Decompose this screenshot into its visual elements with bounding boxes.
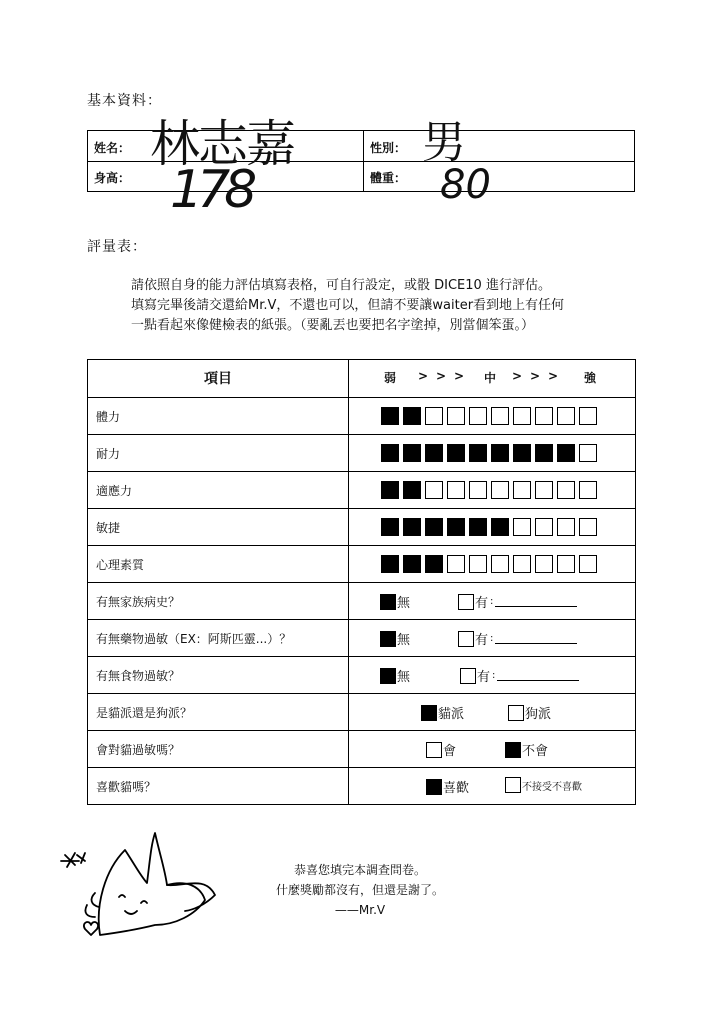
table-row (88, 508, 635, 546)
rating-box[interactable] (381, 518, 399, 536)
colon: : (490, 596, 494, 607)
rating-box[interactable] (535, 407, 553, 425)
rating-box[interactable] (381, 444, 399, 462)
rating-boxes[interactable] (381, 481, 601, 499)
rating-box[interactable] (535, 555, 553, 573)
option-no[interactable] (380, 666, 410, 685)
scale-mid: 中 (484, 371, 497, 385)
rating-box[interactable] (403, 481, 421, 499)
name-value[interactable]: 林志嘉 (150, 115, 294, 173)
scale-arrow: > (512, 369, 523, 383)
scale-arrow: > (530, 369, 541, 383)
instruction-line: 填寫完畢後請交還給Mr.V，不還也可以，但請不要讓waiter看到地上有任何 (131, 298, 565, 313)
table-row (88, 656, 635, 694)
colon: : (490, 633, 494, 644)
rating-heading: 評量表： (87, 239, 147, 255)
scale-arrow: > (436, 369, 447, 383)
rating-box[interactable] (513, 555, 531, 573)
option-label: 不會 (522, 744, 549, 759)
gender-value[interactable]: 男 (422, 117, 466, 168)
question-label: 有無家族病史？ (96, 595, 181, 609)
rating-box[interactable] (447, 518, 465, 536)
option-label: 貓派 (438, 707, 465, 722)
table-row (88, 434, 635, 472)
height-label: 身高： (94, 171, 131, 185)
option-yes[interactable] (460, 666, 579, 685)
option-no[interactable] (505, 740, 548, 759)
rating-box[interactable] (579, 555, 597, 573)
rating-box[interactable] (579, 518, 597, 536)
rating-box[interactable] (491, 518, 509, 536)
rating-box[interactable] (403, 444, 421, 462)
signature: ——Mr.V (334, 903, 386, 917)
checkbox[interactable] (426, 742, 442, 758)
rating-box[interactable] (557, 555, 575, 573)
rating-box[interactable] (469, 555, 487, 573)
instruction-line: 一點看起來像健檢表的紙張。（要亂丟也要把名字塗掉，別當個笨蛋。） (131, 318, 535, 333)
rating-box[interactable] (469, 407, 487, 425)
scale-strong: 強 (584, 371, 597, 385)
rating-box[interactable] (447, 444, 465, 462)
rating-box[interactable] (447, 555, 465, 573)
rating-box[interactable] (447, 407, 465, 425)
option-no[interactable] (380, 592, 410, 611)
item-label: 適應力 (96, 484, 133, 498)
fill-blank[interactable] (495, 633, 577, 644)
rating-box[interactable] (425, 407, 443, 425)
table-row (88, 582, 635, 620)
option-yes[interactable] (458, 592, 577, 611)
option-label: 狗派 (525, 707, 552, 722)
item-label: 耐力 (96, 447, 121, 461)
rating-box[interactable] (513, 407, 531, 425)
checkbox[interactable] (380, 668, 396, 684)
item-label: 心理素質 (96, 558, 145, 572)
rating-box[interactable] (579, 444, 597, 462)
option-label: 無 (397, 633, 411, 648)
rating-box[interactable] (557, 407, 575, 425)
table-header-row (88, 360, 635, 397)
instruction-line: 請依照自身的能力評估填寫表格，可自行設定，或骰 DICE10 進行評估。 (131, 278, 551, 293)
rating-box[interactable] (513, 518, 531, 536)
option-yes[interactable] (426, 740, 456, 759)
rating-box[interactable] (469, 444, 487, 462)
gender-label: 性別： (370, 141, 407, 155)
rating-box[interactable] (513, 444, 531, 462)
rating-box[interactable] (381, 407, 399, 425)
rating-box[interactable] (535, 444, 553, 462)
rating-box[interactable] (425, 444, 443, 462)
question-label: 是貓派還是狗派？ (96, 706, 193, 720)
checkbox[interactable] (380, 594, 396, 610)
rating-box[interactable] (425, 518, 443, 536)
option-label: 不接受不喜歡 (522, 781, 582, 793)
rating-box[interactable] (403, 555, 421, 573)
option-dog[interactable] (508, 703, 551, 722)
closing-message (250, 860, 470, 920)
option-label: 無 (397, 596, 411, 611)
name-label: 姓名： (94, 141, 131, 155)
checkbox[interactable] (458, 631, 474, 647)
scale-arrow: > (548, 369, 559, 383)
rating-box[interactable] (447, 481, 465, 499)
option-no[interactable] (380, 629, 410, 648)
checkbox[interactable] (458, 594, 474, 610)
rating-box[interactable] (491, 407, 509, 425)
item-label: 敏捷 (96, 521, 121, 535)
rating-box[interactable] (557, 481, 575, 499)
checkbox[interactable] (421, 705, 437, 721)
table-row (88, 693, 635, 731)
question-label: 有無藥物過敏（EX：阿斯匹靈...）？ (96, 632, 292, 646)
option-like[interactable] (426, 777, 469, 796)
rating-box[interactable] (535, 481, 553, 499)
rating-box[interactable] (403, 518, 421, 536)
table-row (88, 619, 635, 657)
rating-boxes[interactable] (381, 518, 601, 536)
rating-box[interactable] (579, 407, 597, 425)
question-label: 有無食物過敏？ (96, 669, 181, 683)
fill-blank[interactable] (497, 670, 579, 681)
header-item: 項目 (204, 371, 232, 387)
option-cat[interactable] (421, 703, 464, 722)
checkbox[interactable] (380, 631, 396, 647)
instructions (131, 276, 631, 336)
option-label: 無 (397, 670, 411, 685)
heart-mark (84, 922, 98, 935)
rating-box[interactable] (425, 555, 443, 573)
rating-box[interactable] (381, 555, 399, 573)
rating-box[interactable] (469, 481, 487, 499)
question-label: 會對貓過敏嗎？ (96, 743, 181, 757)
cat-doodle (55, 825, 225, 950)
option-label: 有 (477, 670, 491, 685)
rating-box[interactable] (491, 555, 509, 573)
table-row (88, 471, 635, 509)
rating-boxes[interactable] (381, 407, 601, 425)
scale-arrow: > (418, 369, 429, 383)
rating-table (87, 359, 636, 805)
checkbox[interactable] (508, 705, 524, 721)
table-row (88, 545, 635, 583)
rating-boxes[interactable] (381, 444, 601, 462)
option-label: 有 (475, 633, 489, 648)
rating-box[interactable] (557, 444, 575, 462)
scale-arrow: > (454, 369, 465, 383)
option-yes[interactable] (458, 629, 577, 648)
rating-box[interactable] (403, 407, 421, 425)
checkbox[interactable] (460, 668, 476, 684)
item-label: 體力 (96, 410, 121, 424)
option-dislike[interactable] (505, 777, 582, 793)
closing-line: 什麼獎勵都沒有，但還是謝了。 (275, 883, 444, 897)
scale-weak: 弱 (384, 371, 397, 385)
rating-box[interactable] (491, 481, 509, 499)
divider (363, 131, 364, 191)
rating-box[interactable] (535, 518, 553, 536)
checkbox[interactable] (505, 742, 521, 758)
rating-box[interactable] (381, 481, 399, 499)
fill-blank[interactable] (495, 596, 577, 607)
rating-box[interactable] (513, 481, 531, 499)
table-row (88, 767, 635, 805)
option-label: 有 (475, 596, 489, 611)
checkbox[interactable] (505, 777, 521, 793)
sparkle-mark (61, 853, 85, 867)
checkbox[interactable] (426, 779, 442, 795)
rating-box[interactable] (425, 481, 443, 499)
rating-box[interactable] (469, 518, 487, 536)
closing-line: 恭喜您填完本調查問卷。 (293, 863, 426, 877)
rating-box[interactable] (491, 444, 509, 462)
height-value[interactable]: 178 (170, 160, 252, 220)
rating-box[interactable] (579, 481, 597, 499)
table-row (88, 397, 635, 435)
weight-label: 體重： (370, 171, 407, 185)
question-label: 喜歡貓嗎？ (96, 780, 157, 794)
weight-value[interactable]: 80 (440, 162, 491, 208)
colon: : (492, 670, 496, 681)
rating-boxes[interactable] (381, 555, 601, 573)
option-label: 喜歡 (443, 781, 470, 796)
rating-box[interactable] (557, 518, 575, 536)
option-label: 會 (443, 744, 457, 759)
table-row (88, 730, 635, 768)
basic-info-heading: 基本資料： (87, 93, 162, 109)
